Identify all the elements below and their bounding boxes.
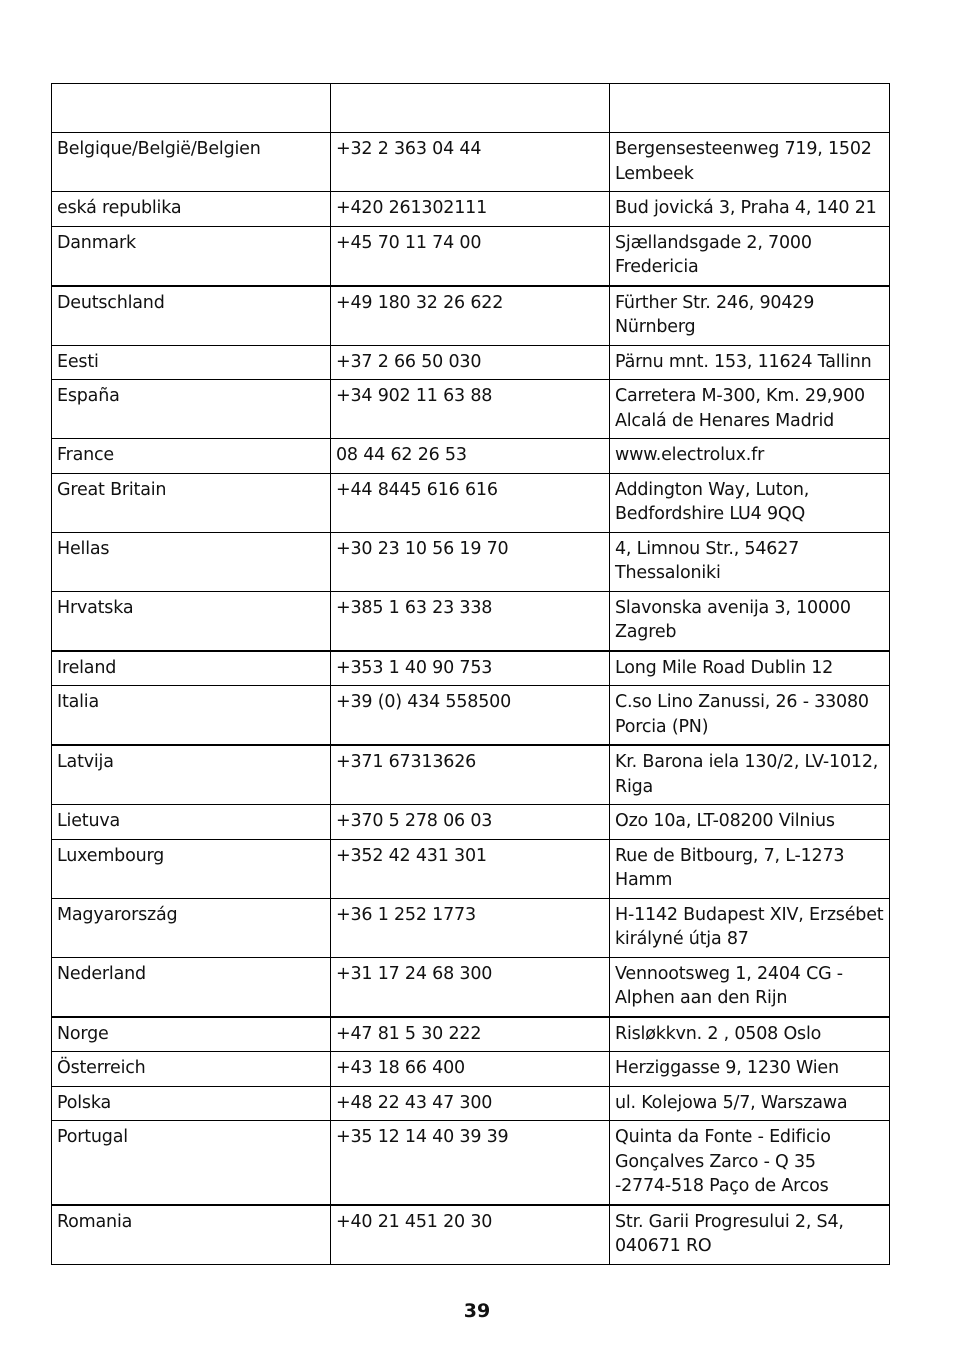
phone-cell: +30 23 10 56 19 70 bbox=[331, 532, 610, 591]
address-cell: Bergensesteenweg 719, 1502 Lembeek bbox=[610, 133, 890, 192]
country-cell: Great Britain bbox=[52, 473, 331, 532]
table-row bbox=[52, 839, 890, 898]
phone-cell: +48 22 43 47 300 bbox=[331, 1086, 610, 1121]
address-cell: Long Mile Road Dublin 12 bbox=[610, 651, 890, 686]
address-cell: Quinta da Fonte - Edificio Gonçalves Zarco - Q 35 -2774-518 Paço de Arcos bbox=[610, 1121, 890, 1205]
phone-cell: +34 902 11 63 88 bbox=[331, 380, 610, 439]
address-cell: Fürther Str. 246, 90429 Nürnberg bbox=[610, 286, 890, 346]
phone-cell: +32 2 363 04 44 bbox=[331, 133, 610, 192]
country-cell: Latvija bbox=[52, 745, 331, 805]
country-cell: Luxembourg bbox=[52, 839, 331, 898]
table-row bbox=[52, 957, 890, 1017]
table-row bbox=[52, 651, 890, 686]
phone-cell: +385 1 63 23 338 bbox=[331, 591, 610, 651]
table-row bbox=[52, 1121, 890, 1205]
address-cell: Vennootsweg 1, 2404 CG - Alphen aan den Rijn bbox=[610, 957, 890, 1017]
table-row bbox=[52, 1017, 890, 1052]
address-cell: Slavonska avenija 3, 10000 Zagreb bbox=[610, 591, 890, 651]
header-cell-address bbox=[610, 84, 890, 133]
table-header-row bbox=[52, 84, 890, 133]
country-cell: España bbox=[52, 380, 331, 439]
address-cell: Rue de Bitbourg, 7, L-1273 Hamm bbox=[610, 839, 890, 898]
address-cell: Addington Way, Luton, Bedfordshire LU4 9QQ bbox=[610, 473, 890, 532]
phone-cell: +35 12 14 40 39 39 bbox=[331, 1121, 610, 1205]
country-cell: Lietuva bbox=[52, 805, 331, 840]
address-cell: H-1142 Budapest XIV, Erzsébet királyné útja 87 bbox=[610, 898, 890, 957]
country-cell: Polska bbox=[52, 1086, 331, 1121]
address-cell: Risløkkvn. 2 , 0508 Oslo bbox=[610, 1017, 890, 1052]
country-cell: Österreich bbox=[52, 1052, 331, 1087]
country-cell: Italia bbox=[52, 686, 331, 746]
table-row bbox=[52, 1052, 890, 1087]
table-row bbox=[52, 591, 890, 651]
phone-cell: +39 (0) 434 558500 bbox=[331, 686, 610, 746]
phone-cell: +45 70 11 74 00 bbox=[331, 226, 610, 286]
table-row bbox=[52, 226, 890, 286]
address-cell: C.so Lino Zanussi, 26 - 33080 Porcia (PN) bbox=[610, 686, 890, 746]
phone-cell: +36 1 252 1773 bbox=[331, 898, 610, 957]
address-cell: Bud jovická 3, Praha 4, 140 21 bbox=[610, 192, 890, 227]
phone-cell: +420 261302111 bbox=[331, 192, 610, 227]
phone-cell: +40 21 451 20 30 bbox=[331, 1205, 610, 1265]
table-row bbox=[52, 898, 890, 957]
address-cell: Herziggasse 9, 1230 Wien bbox=[610, 1052, 890, 1087]
country-cell: Ireland bbox=[52, 651, 331, 686]
table-row bbox=[52, 345, 890, 380]
country-cell: Danmark bbox=[52, 226, 331, 286]
table-row bbox=[52, 473, 890, 532]
phone-cell: +371 67313626 bbox=[331, 745, 610, 805]
address-cell: Kr. Barona iela 130/2, LV-1012, Riga bbox=[610, 745, 890, 805]
address-cell: www.electrolux.fr bbox=[610, 439, 890, 474]
header-cell-country bbox=[52, 84, 331, 133]
country-cell: Norge bbox=[52, 1017, 331, 1052]
table-row bbox=[52, 745, 890, 805]
address-cell: Carretera M-300, Km. 29,900 Alcalá de Henares Madrid bbox=[610, 380, 890, 439]
country-cell: Nederland bbox=[52, 957, 331, 1017]
country-cell: Eesti bbox=[52, 345, 331, 380]
service-contacts-table bbox=[51, 83, 890, 1265]
country-cell: Belgique/België/Belgien bbox=[52, 133, 331, 192]
table-row bbox=[52, 133, 890, 192]
address-cell: Pärnu mnt. 153, 11624 Tallinn bbox=[610, 345, 890, 380]
phone-cell: +31 17 24 68 300 bbox=[331, 957, 610, 1017]
country-cell: Hrvatska bbox=[52, 591, 331, 651]
country-cell: Magyarország bbox=[52, 898, 331, 957]
address-cell: Str. Garii Progresului 2, S4, 040671 RO bbox=[610, 1205, 890, 1265]
table-row bbox=[52, 805, 890, 840]
table-row bbox=[52, 1086, 890, 1121]
table-row bbox=[52, 686, 890, 746]
table-row bbox=[52, 439, 890, 474]
phone-cell: +353 1 40 90 753 bbox=[331, 651, 610, 686]
header-cell-phone bbox=[331, 84, 610, 133]
address-cell: ul. Kolejowa 5/7, Warszawa bbox=[610, 1086, 890, 1121]
phone-cell: +49 180 32 26 622 bbox=[331, 286, 610, 346]
country-cell: France bbox=[52, 439, 331, 474]
phone-cell: +37 2 66 50 030 bbox=[331, 345, 610, 380]
address-cell: 4, Limnou Str., 54627 Thessaloniki bbox=[610, 532, 890, 591]
table-row bbox=[52, 532, 890, 591]
address-cell: Sjællandsgade 2, 7000 Fredericia bbox=[610, 226, 890, 286]
phone-cell: 08 44 62 26 53 bbox=[331, 439, 610, 474]
phone-cell: +370 5 278 06 03 bbox=[331, 805, 610, 840]
country-cell: Deutschland bbox=[52, 286, 331, 346]
table-body bbox=[52, 84, 890, 1265]
page-number: 39 bbox=[463, 1300, 491, 1322]
phone-cell: +352 42 431 301 bbox=[331, 839, 610, 898]
country-cell: Portugal bbox=[52, 1121, 331, 1205]
table-row bbox=[52, 1205, 890, 1265]
table-row bbox=[52, 286, 890, 346]
phone-cell: +43 18 66 400 bbox=[331, 1052, 610, 1087]
table-row bbox=[52, 192, 890, 227]
phone-cell: +44 8445 616 616 bbox=[331, 473, 610, 532]
phone-cell: +47 81 5 30 222 bbox=[331, 1017, 610, 1052]
address-cell: Ozo 10a, LT-08200 Vilnius bbox=[610, 805, 890, 840]
country-cell: eská republika bbox=[52, 192, 331, 227]
country-cell: Romania bbox=[52, 1205, 331, 1265]
country-cell: Hellas bbox=[52, 532, 331, 591]
table-row bbox=[52, 380, 890, 439]
